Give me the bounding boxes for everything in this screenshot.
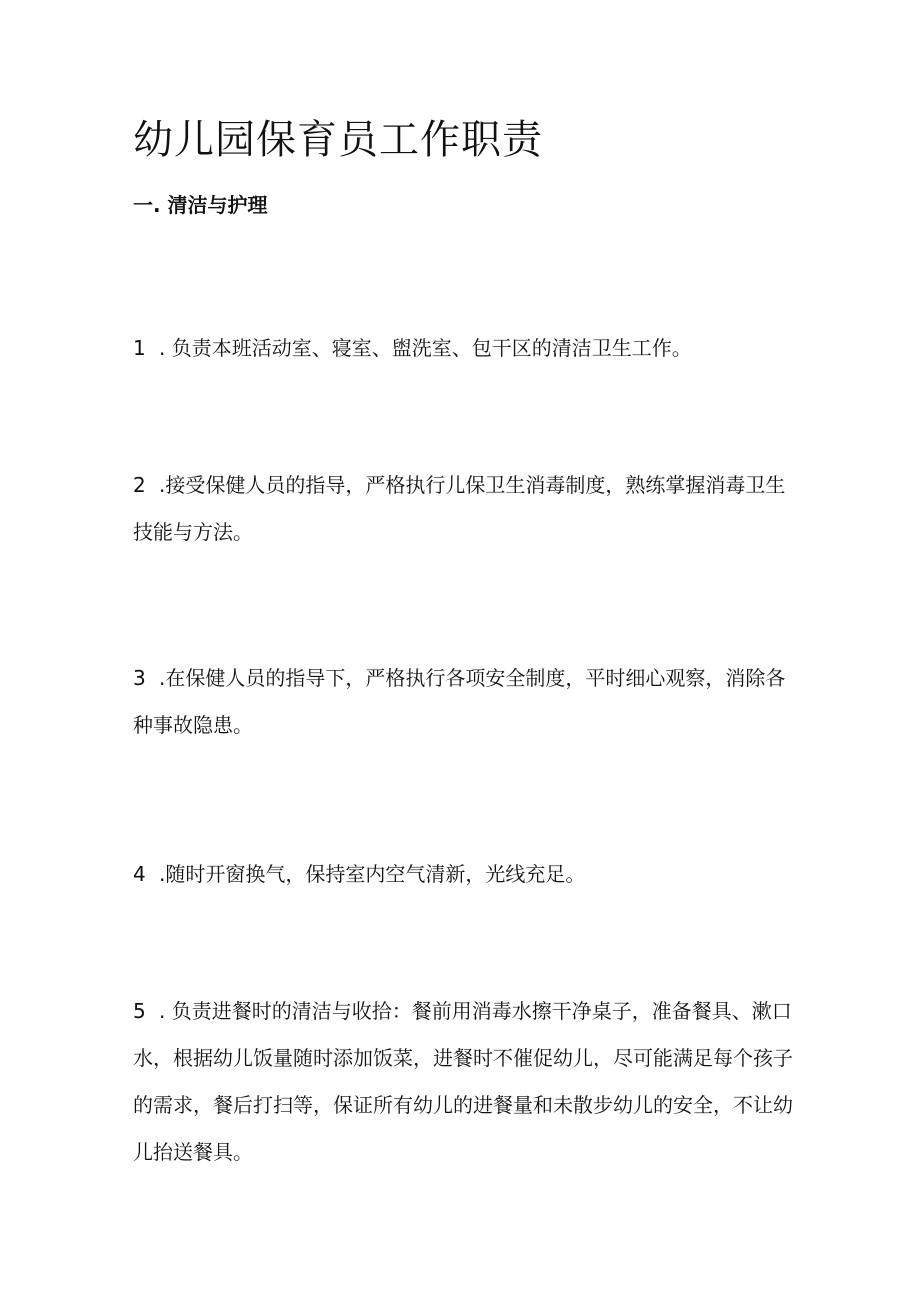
list-item <box>133 462 793 556</box>
list-item <box>133 325 793 372</box>
list-item <box>133 851 793 898</box>
page-title: 幼儿园保育员工作职责 <box>133 117 543 163</box>
item-number: 4 <box>133 862 146 886</box>
item-text: .在保健人员的指导下，严格执行各项安全制度，平时细心观察，消除各种事故隐患。 <box>133 666 786 737</box>
item-number: 3 <box>133 666 146 690</box>
item-number: 2 <box>133 473 146 497</box>
list-item <box>133 655 793 749</box>
list-item <box>133 988 793 1176</box>
item-text: . 负责进餐时的清洁与收拾：餐前用消毒水擦干净桌子，准备餐具、漱口水，根据幼儿饭量随时添加饭菜，进餐时不催促幼儿，尽可能满足每个孩子的需求，餐后打扫等，保证所有幼儿的进餐量和未散步幼儿的安全，不让幼儿抬送餐具。 <box>133 999 793 1164</box>
item-text: . 负责本班活动室、寝室、盥洗室、包干区的清洁卫生工作。 <box>159 336 692 360</box>
item-number: 1 <box>133 336 146 360</box>
item-text: .随时开窗换气，保持室内空气清新，光线充足。 <box>159 862 586 886</box>
item-text: .接受保健人员的指导，严格执行儿保卫生消毒制度，熟练掌握消毒卫生技能与方法。 <box>133 473 786 544</box>
section-heading: 一. 清洁与护理 <box>133 193 268 217</box>
item-number: 5 <box>133 999 146 1023</box>
